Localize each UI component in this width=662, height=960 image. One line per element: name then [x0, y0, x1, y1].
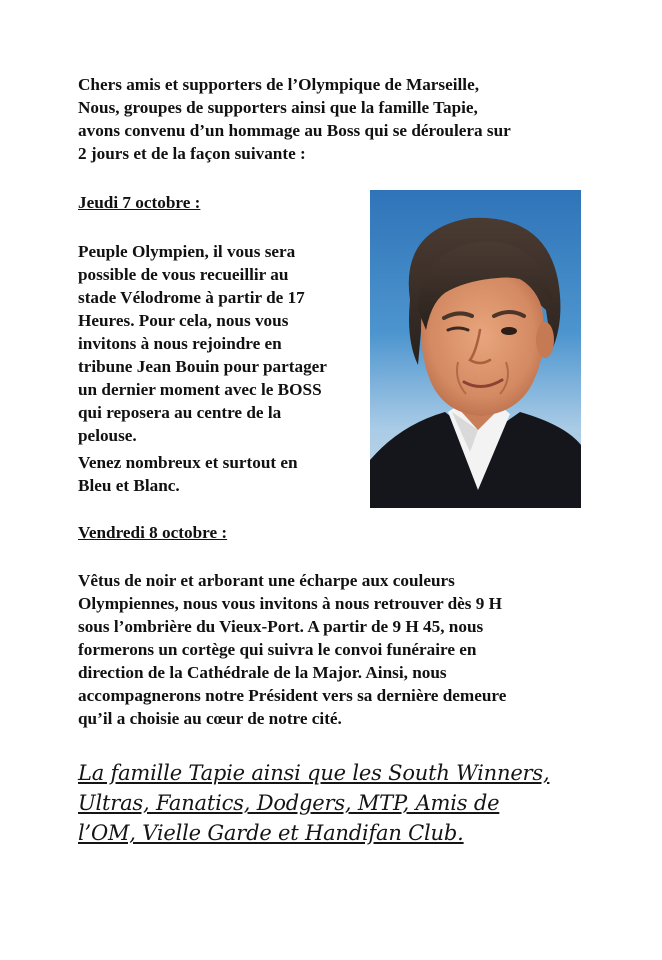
day1-line: Venez nombreux et surtout en: [78, 453, 298, 472]
day2-line: qu’il a choisie au cœur de notre cité.: [78, 709, 342, 728]
day1-line: un dernier moment avec le BOSS: [78, 380, 322, 399]
day1-line: stade Vélodrome à partir de 17: [78, 288, 305, 307]
day2-line: sous l’ombrière du Vieux-Port. A partir de 9 H 45, nous: [78, 617, 484, 636]
day2-line: direction de la Cathédrale de la Major. Ainsi, nous: [78, 663, 447, 682]
portrait-photo: [370, 190, 581, 508]
signature-block: [78, 758, 549, 848]
signature-line: l’OM, Vielle Garde et Handifan Club.: [78, 821, 464, 845]
day1-heading: Jeudi 7 octobre :: [78, 193, 201, 212]
signature-line: La famille Tapie ainsi que les South Winners,: [78, 761, 550, 785]
day2-line: Vêtus de noir et arborant une écharpe aux couleurs: [78, 571, 455, 590]
day1-line: Peuple Olympien, il vous sera: [78, 242, 296, 261]
day1-line: qui reposera au centre de la: [78, 403, 282, 422]
day1-line: invitons à nous rejoindre en: [78, 334, 282, 353]
intro-line: Chers amis et supporters de l’Olympique de Marseille,: [78, 75, 480, 94]
day1-line: possible de vous recueillir au: [78, 265, 289, 284]
day2-line: accompagnerons notre Président vers sa dernière demeure: [78, 686, 507, 705]
intro-line: avons convenu d’un hommage au Boss qui se déroulera sur: [78, 121, 511, 140]
day1-line: Bleu et Blanc.: [78, 476, 180, 495]
day1-line: pelouse.: [78, 426, 137, 445]
intro-line: 2 jours et de la façon suivante :: [78, 144, 306, 163]
day1-line: Heures. Pour cela, nous vous: [78, 311, 289, 330]
day1-line: tribune Jean Bouin pour partager: [78, 357, 327, 376]
day2-line: Olympiennes, nous vous invitons à nous retrouver dès 9 H: [78, 594, 503, 613]
day2-heading: Vendredi 8 octobre :: [78, 523, 228, 542]
intro-line: Nous, groupes de supporters ainsi que la famille Tapie,: [78, 98, 478, 117]
signature-line: Ultras, Fanatics, Dodgers, MTP, Amis de: [78, 791, 500, 815]
day2-line: formerons un cortège qui suivra le convoi funéraire en: [78, 640, 477, 659]
